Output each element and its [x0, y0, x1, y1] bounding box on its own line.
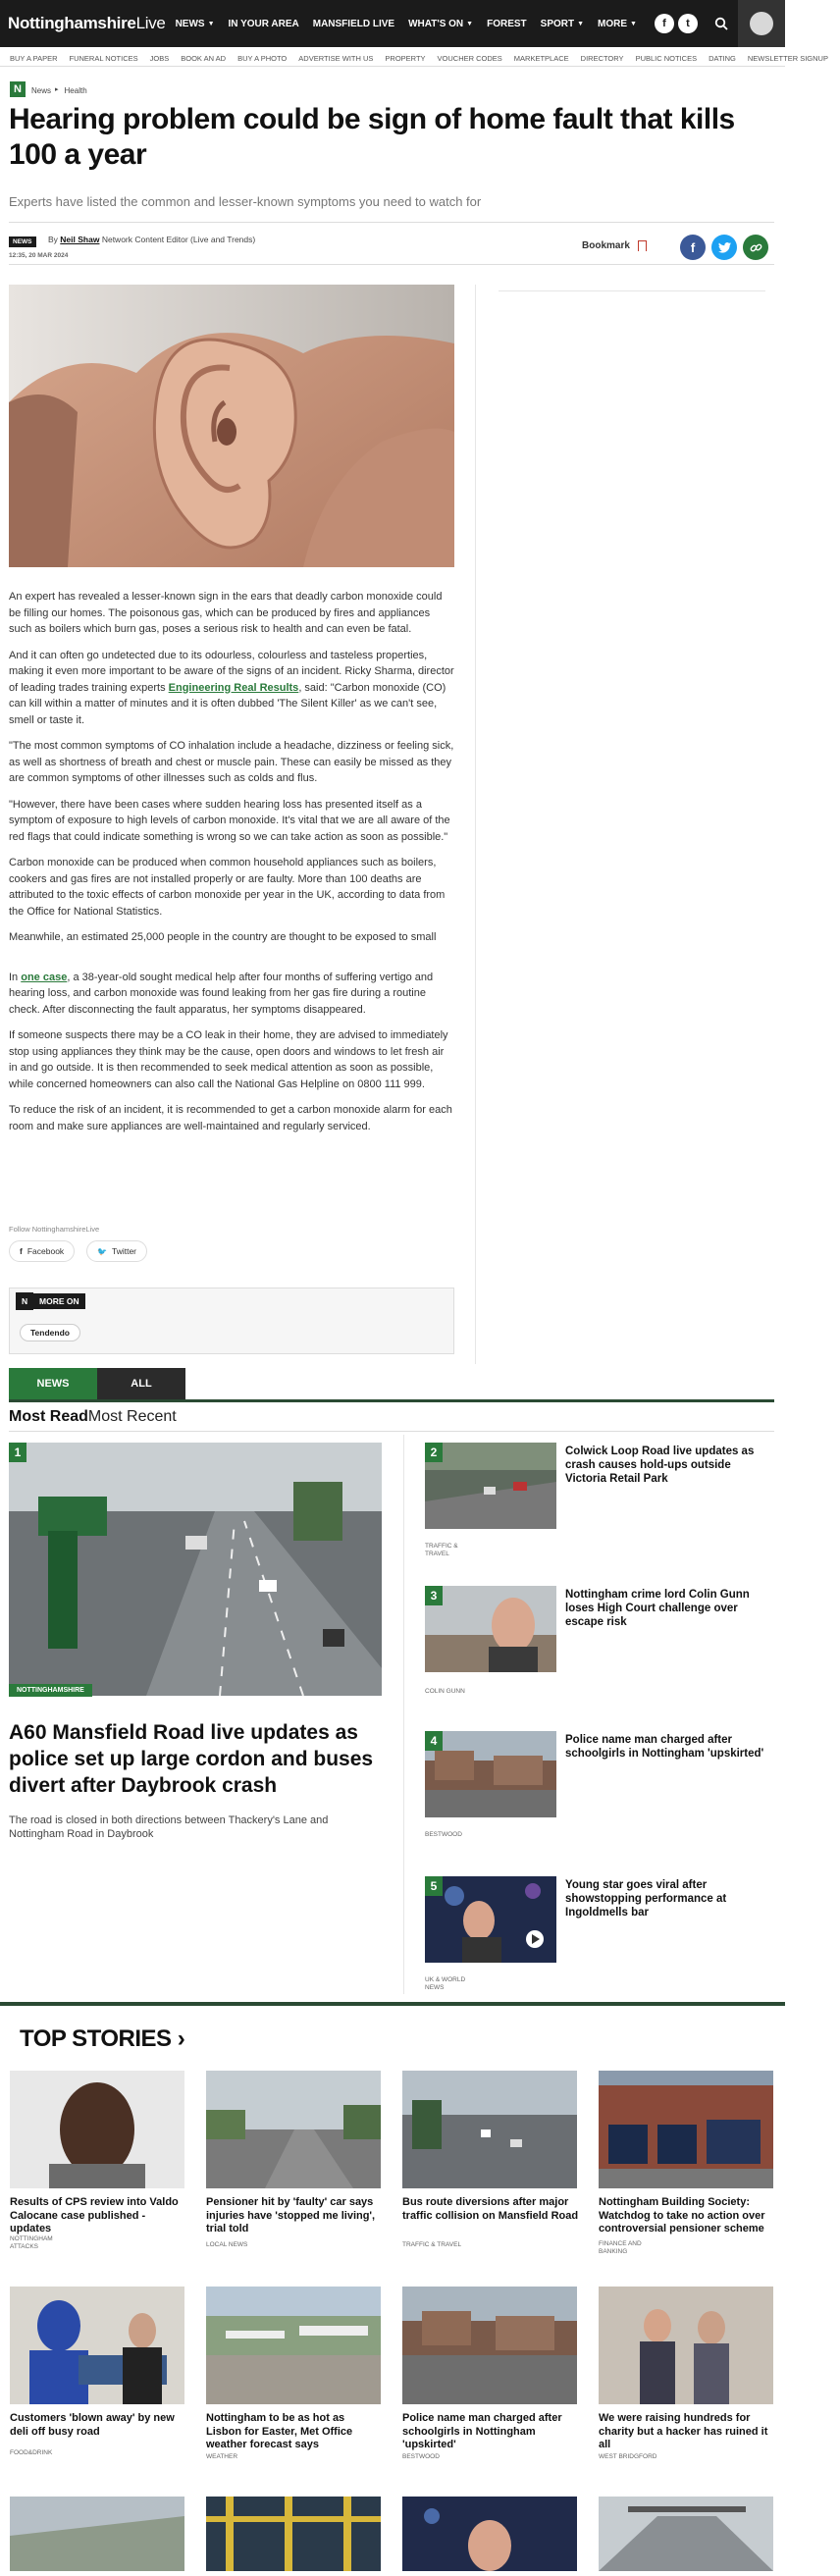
rank-badge: 2 [425, 1443, 443, 1462]
article-headline: Hearing problem could be sign of home fault that kills 100 a year [9, 103, 735, 171]
subnav-label: BUY A PHOTO [237, 53, 288, 63]
paragraph-text: And it can often go undetected due to its odourless, colourless and tasteless properties, making it even more important to be aware of the signs of an incident. Ricky Sharma, director of leading trades training experts [9, 649, 454, 694]
facebook-icon[interactable]: f [655, 14, 674, 33]
breadcrumb-label: Health [64, 86, 87, 95]
hero-image-ear [9, 285, 454, 567]
subnav-label: JOBS [149, 53, 170, 63]
subtab-most-recent[interactable]: Most Recent [87, 1407, 177, 1425]
publish-date: 12:35, 20 MAR 2024 [9, 252, 69, 259]
rank-badge: 4 [425, 1731, 443, 1751]
subnav-item[interactable] [709, 48, 748, 66]
article-paragraph: If someone suspects there may be a CO leak in their home, they are advised to immediately stop using appliances they think may be the cause, open doors and windows to let fresh air in and go outside. It is then recommended to seek medical attention as soon as possible, while concerned homeowners can also call the National Gas Helpline on 0800 111 999. [9, 1029, 448, 1090]
subnav-item[interactable] [748, 48, 840, 66]
subnav-label: BUY A PAPER [10, 53, 58, 63]
article-paragraph: "However, there have been cases where sudden hearing loss has presented itself as a symptom of exposure to high levels of carbon monoxide. It's vital that we are all aware of the red flags that could indicate something is wrong so we can take action as soon as possible." [9, 798, 450, 843]
nav-news[interactable] [176, 19, 215, 29]
facebook-icon: f [20, 1246, 23, 1256]
article-paragraph: "The most common symptoms of CO inhalation include a headache, dizziness or feeling sick, as well as shortness of breath and chest or muscle pain. These can easily be missed as they are common symptoms of other illnesses such as colds and flus. [9, 740, 454, 784]
top-story-title[interactable]: Bus route diversions after major traffic collision on Mansfield Road [402, 2196, 579, 2222]
article-standfirst: Experts have listed the common and lesser-known symptoms you need to watch for [9, 194, 482, 209]
follow-twitter-label: Twitter [111, 1246, 136, 1256]
top-story-image[interactable] [402, 2497, 577, 2571]
follow-twitter-button[interactable] [86, 1240, 147, 1262]
sidebar-rule [499, 290, 765, 291]
article-paragraph: Carbon monoxide can be produced when common household appliances such as boilers, cookers and gas fires are not installed properly or are faulty. More than 100 deaths are attributed to the toxic effects of carbon monoxide per year in the UK, according to data from the Office for National Statistics. [9, 857, 446, 918]
subnav-label: BOOK AN AD [181, 53, 227, 63]
article-paragraph: Meanwhile, an estimated 25,000 people in the country are thought to be exposed to small [9, 931, 437, 943]
most-read-1-desc: The road is closed in both directions between Thackery's Lane and Nottingham Road in Daybrook [9, 1814, 329, 1840]
most-read-4-title[interactable]: Police name man charged after schoolgirls in Nottingham 'upskirted' [565, 1734, 764, 1760]
top-story-title[interactable]: We were raising hundreds for charity but a hacker has ruined it all [599, 2412, 768, 2450]
nav-mansfield-live[interactable] [313, 19, 394, 29]
subnav-item[interactable] [636, 48, 709, 66]
more-on-label: MORE ON [33, 1293, 85, 1309]
top-stories-band [0, 2002, 785, 2006]
top-story-title[interactable]: Customers 'blown away' by new deli off busy road [10, 2412, 175, 2438]
top-story-category: BESTWOOD [402, 2453, 440, 2460]
breadcrumb-health[interactable] [59, 80, 87, 98]
user-avatar-icon [750, 12, 773, 35]
chevron-right-icon: › [171, 2025, 185, 2052]
subnav-item[interactable] [438, 48, 514, 66]
subnav-label: ADVERTISE WITH US [298, 53, 374, 63]
subnav-label: NEWSLETTER SIGNUP [747, 53, 828, 63]
header-social [655, 14, 702, 33]
bookmark-label: Bookmark [582, 240, 630, 251]
subnav-item[interactable] [150, 48, 182, 66]
top-story-title[interactable]: Nottingham Building Society: Watchdog to take no action over controversial pensioner scheme [599, 2196, 765, 2234]
subtab-most-read[interactable]: Most Read [9, 1407, 88, 1425]
top-story-category: FINANCE AND BANKING [599, 2240, 642, 2255]
tab-news[interactable]: NEWS [9, 1368, 97, 1399]
brand-n-logo: N [16, 1292, 33, 1310]
nav-label: FOREST [487, 18, 527, 29]
subnav-label: PROPERTY [385, 53, 426, 63]
top-story-image[interactable] [402, 2287, 577, 2404]
top-story-image[interactable] [206, 2497, 381, 2571]
most-read-4-image[interactable] [425, 1731, 556, 1817]
most-read-divider [403, 1435, 404, 1994]
nav-label: NEWS [175, 18, 205, 29]
top-stories-label: TOP STORIES [20, 2025, 172, 2052]
nav-more[interactable] [598, 19, 637, 29]
most-read-2-title[interactable]: Colwick Loop Road live updates as crash causes hold-ups outside Victoria Retail Park [565, 1446, 755, 1485]
most-read-tabs [9, 1368, 185, 1399]
share-buttons [680, 235, 774, 260]
nav-label: MORE [598, 18, 628, 29]
top-story-image[interactable] [10, 2287, 184, 2404]
top-story-image[interactable] [599, 2071, 773, 2188]
subnav-item[interactable] [181, 48, 237, 66]
subnav-label: FUNERAL NOTICES [69, 53, 138, 63]
follow-label: Follow NottinghamshireLive [9, 1225, 100, 1234]
one-case-link[interactable]: one case [21, 971, 68, 983]
most-read-1-title[interactable]: A60 Mansfield Road live updates as police set up large cordon and buses divert after Daybrook crash [9, 1721, 374, 1797]
nav-whats-on[interactable] [408, 19, 473, 29]
tab-all[interactable]: ALL [97, 1368, 185, 1399]
topic-tag-tendendo[interactable]: Tendendo [20, 1324, 80, 1341]
logo-main: Nottinghamshire [8, 14, 136, 32]
nav-label: WHAT'S ON [408, 18, 464, 29]
follow-facebook-label: Facebook [26, 1246, 65, 1256]
top-story-category: WEST BRIDGFORD [599, 2453, 657, 2460]
chevron-right-icon: ▸ [55, 86, 59, 93]
sidebar-divider [475, 285, 476, 1364]
share-twitter-icon[interactable] [711, 235, 737, 260]
subnav-item[interactable] [581, 48, 636, 66]
subnav-label: VOUCHER CODES [437, 53, 502, 63]
more-on-header [16, 1292, 85, 1310]
nav-label: SPORT [540, 18, 575, 29]
top-story-image[interactable] [402, 2071, 577, 2188]
top-story-category: FOOD&DRINK [10, 2449, 53, 2456]
most-read-4-category: BESTWOOD [425, 1831, 462, 1838]
top-story-image[interactable] [206, 2287, 381, 2404]
most-read-2-category: TRAFFIC & TRAVEL [425, 1543, 458, 1557]
main-nav [176, 19, 651, 29]
top-stories-title[interactable] [20, 2025, 184, 2053]
article-paragraph [9, 970, 454, 1019]
category-tag: NOTTINGHAMSHIRE [9, 1684, 92, 1697]
share-facebook-icon[interactable]: f [680, 235, 706, 260]
site-logo[interactable] [8, 14, 166, 33]
nav-in-your-area[interactable] [229, 19, 299, 29]
subnav-item[interactable] [10, 48, 70, 66]
most-read-3-image[interactable] [425, 1586, 556, 1672]
chevron-down-icon: ▼ [466, 20, 474, 27]
most-read-5-image[interactable] [425, 1876, 556, 1963]
top-story-image[interactable] [599, 2287, 773, 2404]
subnav-label: PUBLIC NOTICES [635, 53, 698, 63]
top-story-image[interactable] [599, 2497, 773, 2571]
top-story-title[interactable]: Nottingham to be as hot as Lisbon for Easter, Met Office weather forecast says [206, 2412, 353, 2450]
rank-badge: 3 [425, 1586, 443, 1605]
more-on-box [9, 1288, 454, 1354]
most-read-5-category: UK & WORLD NEWS [425, 1976, 466, 1991]
top-story-category: NOTTINGHAM ATTACKS [10, 2235, 53, 2250]
most-read-3-category: COLIN GUNN [425, 1688, 465, 1695]
subnav-item[interactable] [70, 48, 150, 66]
most-read-subtabs [9, 1402, 774, 1432]
article-body [9, 589, 454, 1144]
subnav-item[interactable] [237, 48, 298, 66]
twitter-icon: 🐦 [97, 1246, 107, 1256]
most-read-1-image[interactable] [9, 1443, 382, 1696]
subnav-label: MARKETPLACE [513, 53, 569, 63]
engineering-real-results-link[interactable]: Engineering Real Results [168, 681, 299, 694]
breadcrumb-label: News [31, 86, 52, 95]
follow-facebook-button[interactable] [9, 1240, 75, 1262]
author-link[interactable]: Neil Shaw [60, 235, 100, 244]
nav-label: MANSFIELD LIVE [312, 18, 395, 29]
bookmark-icon [638, 240, 647, 251]
account-button[interactable] [738, 0, 785, 47]
top-story-category: LOCAL NEWS [206, 2241, 248, 2248]
top-story-image[interactable] [10, 2071, 184, 2188]
brand-n-logo: N [10, 81, 26, 97]
secondary-nav [0, 47, 828, 67]
most-read-3-title[interactable]: Nottingham crime lord Colin Gunn loses High Court challenge over escape risk [565, 1589, 750, 1628]
paragraph-text: In [9, 971, 22, 983]
breadcrumb-news[interactable] [26, 80, 51, 98]
top-story-title[interactable]: Results of CPS review into Valdo Calocane case published - updates [10, 2196, 179, 2234]
top-story-title[interactable]: Pensioner hit by 'faulty' car says injuries have 'stopped me living', trial told [206, 2196, 376, 2234]
chevron-down-icon: ▼ [207, 20, 215, 27]
nav-sport[interactable] [541, 19, 584, 29]
rank-badge: 1 [9, 1443, 26, 1462]
subnav-item[interactable] [514, 48, 581, 66]
chevron-down-icon: ▼ [577, 20, 585, 27]
article-paragraph: To reduce the risk of an incident, it is recommended to get a carbon monoxide alarm for each room and make sure appliances are well-maintained and regularly serviced. [9, 1104, 452, 1132]
byline [9, 222, 774, 265]
article-paragraph: An expert has revealed a lesser-known sign in the ears that deadly carbon monoxide could be filling our homes. The poisonous gas, which can be produced by fires and appliances such as boilers which burn gas, poses a serious risk to health and can even be fatal. [9, 591, 443, 635]
subnav-item[interactable] [298, 48, 385, 66]
top-story-image[interactable] [10, 2497, 184, 2571]
top-story-title[interactable]: Police name man charged after schoolgirls in Nottingham 'upskirted' [402, 2412, 562, 2450]
site-header [0, 0, 785, 47]
paragraph-text: , a 38-year-old sought medical help after four months of suffering vertigo and hearing loss, and carbon monoxide was found leaking from her gas fire during a routine check. After disconnecting the fault apparatus, her symptoms disappeared. [9, 971, 434, 1016]
logo-live: Live [135, 14, 166, 32]
rank-badge: 5 [425, 1876, 443, 1896]
top-story-image[interactable] [206, 2071, 381, 2188]
subnav-item[interactable] [385, 48, 437, 66]
article-paragraph [9, 648, 454, 729]
author-role: Network Content Editor (Live and Trends) [101, 235, 256, 244]
search-icon[interactable] [708, 10, 735, 37]
nav-label: IN YOUR AREA [228, 18, 299, 29]
news-badge: NEWS [9, 237, 36, 247]
chevron-down-icon: ▼ [630, 20, 637, 27]
top-story-category: TRAFFIC & TRAVEL [402, 2241, 462, 2248]
share-link-icon[interactable] [743, 235, 768, 260]
twitter-icon[interactable]: t [678, 14, 698, 33]
author-line [48, 235, 255, 244]
by-label: By [48, 235, 58, 244]
nav-forest[interactable] [487, 19, 527, 29]
top-story-category: WEATHER [206, 2453, 238, 2460]
paragraph-text: , said: "Carbon monoxide (CO) can kill within a matter of minutes and it is often dubbed 'The Silent Killer' as we can't see, smell or taste it. [9, 681, 446, 726]
most-read-2-image[interactable] [425, 1443, 556, 1529]
most-read-5-title[interactable]: Young star goes viral after showstopping performance at Ingoldmells bar [565, 1879, 727, 1919]
subnav-label: DIRECTORY [580, 53, 624, 63]
subnav-label: DATING [709, 53, 736, 63]
bookmark-button[interactable] [582, 240, 647, 251]
breadcrumb [10, 80, 87, 98]
